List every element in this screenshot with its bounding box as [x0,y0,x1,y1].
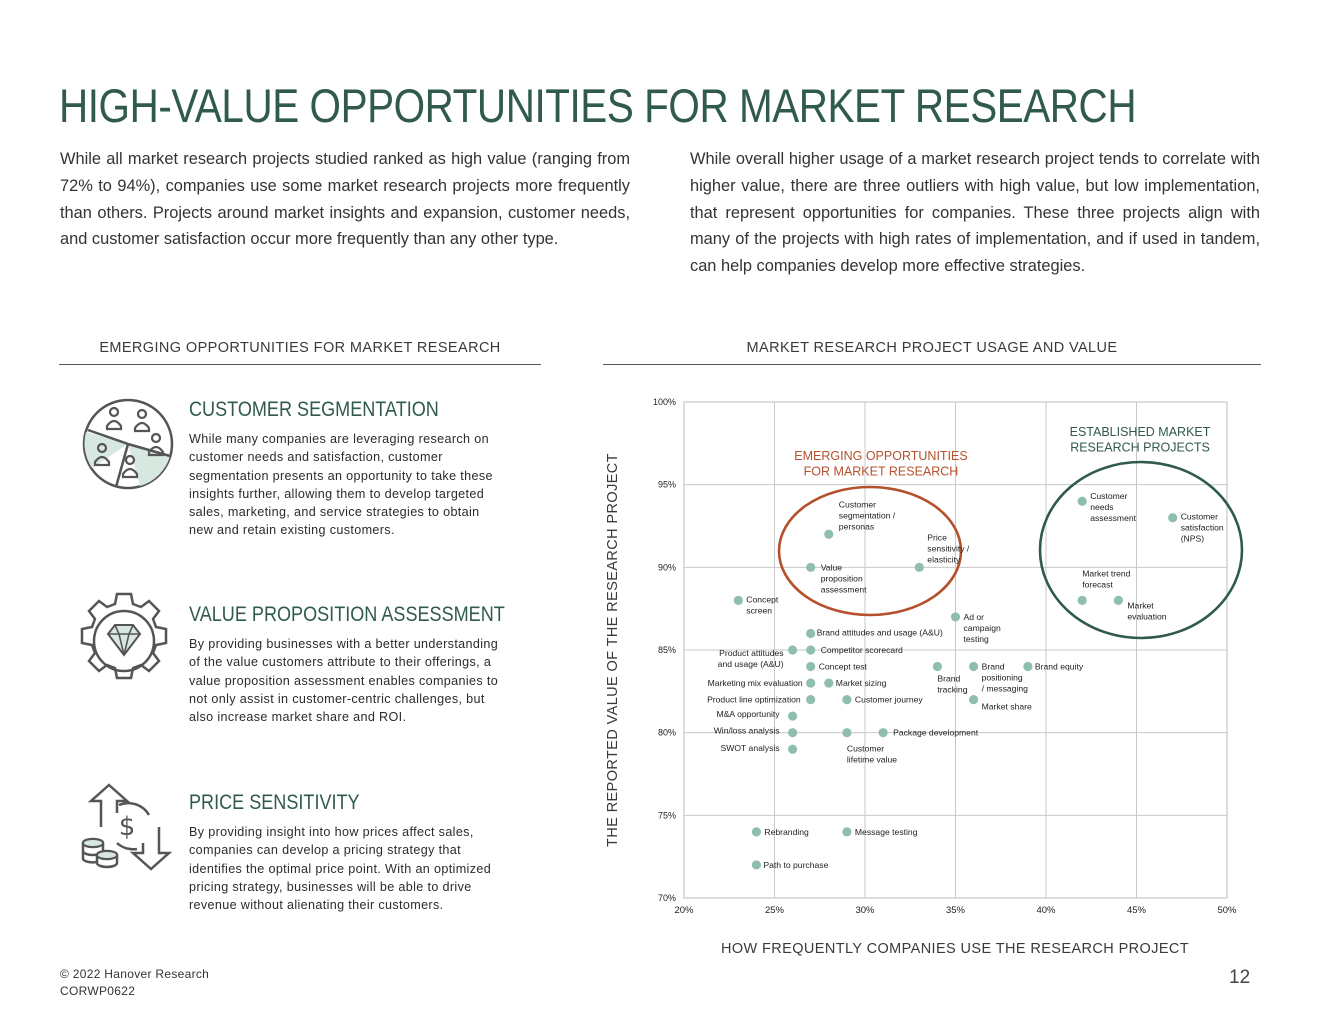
data-point-label-line: positioning [981,672,1023,683]
emerging-annotation-label [794,449,967,479]
data-point [788,745,797,754]
data-point-label-line: (NPS) [1180,533,1205,544]
data-point [824,678,833,687]
data-point [933,662,942,671]
data-point-label-line: Price [927,532,947,543]
data-point-label-line: Product attitudes [719,648,784,658]
usage-value-scatter-chart [600,385,1260,965]
price-sensitivity-text: By providing insight into how prices affect sales, companies can develop a pricing strategy that identifies the optimal price point. With an optimized pricing strategy, businesses will be able to drive revenue without alienating their customers. [189,825,492,913]
data-point-label-line: Customer journey [854,694,923,705]
annotation-line: ESTABLISHED MARKET [1069,425,1211,439]
price-sensitivity-block [189,791,519,914]
data-point-label-line: proposition [820,573,863,584]
data-point [969,662,978,671]
data-point [806,662,815,671]
chart-section-heading: MARKET RESEARCH PROJECT USAGE AND VALUE [603,339,1261,365]
data-point-label [1082,568,1130,589]
customer-segmentation-title: CUSTOMER SEGMENTATION [189,398,439,421]
page-number: 12 [1229,967,1251,988]
data-point-label [839,499,896,531]
x-tick-label: 30% [855,905,875,916]
data-point-label-line: Brand [981,661,1005,672]
data-point-label-line: Customer [1180,511,1218,522]
data-point-label-line: needs [1090,502,1114,513]
data-point [806,563,815,572]
x-axis-title: HOW FREQUENTLY COMPANIES USE THE RESEARCH PROJECT [720,941,1190,957]
emerging-opportunities-heading: EMERGING OPPORTUNITIES FOR MARKET RESEARCH [59,339,541,365]
copyright-text: © 2022 Hanover Research [60,967,210,981]
data-point-label-line: Win/loss analysis [713,725,780,736]
data-point [951,612,960,621]
data-point-label [937,674,967,695]
y-tick-label: 95% [657,479,676,490]
data-point [969,695,978,704]
x-tick-label: 35% [945,905,966,916]
price-sensitivity-title: PRICE SENSITIVITY [189,791,360,814]
data-point-label-line: Message testing [854,826,918,837]
data-point [915,563,924,572]
value-proposition-block [189,603,519,726]
data-point [734,596,743,605]
data-point-label [717,709,781,719]
data-point [788,645,797,654]
value-proposition-text: By providing businesses with a better understanding of the value customers attribute to their offerings, a value proposition assessment enables companies to not only assist in customer-centric challenges, but also increase market share and ROI. [189,637,499,725]
y-tick-label: 75% [657,810,676,821]
data-point-label [1090,491,1136,523]
data-point-label [1035,662,1084,672]
data-point-label [1181,512,1224,544]
data-point-label-line: screen [746,605,773,616]
established-annotation-label [1070,425,1211,455]
data-point-label-line: SWOT analysis [720,743,780,754]
data-point [1078,596,1087,605]
data-point-label [1127,600,1166,621]
y-tick-label: 100% [652,397,676,407]
y-tick-label: 80% [657,727,676,738]
data-point [824,530,833,539]
data-point-label-line: sensitivity / [927,543,970,554]
data-point-label-line: Path to purchase [763,859,829,870]
data-point-label-line: Brand [937,673,961,684]
data-point [788,712,797,721]
x-tick-label: 25% [764,905,785,916]
data-point-label-line: Customer [1090,491,1128,502]
data-point-label [763,860,828,870]
data-point-label-line: Value [820,562,843,573]
data-point-label [721,743,780,753]
intro-right-paragraph: While overall higher usage of a market research project tends to correlate with higher value, there are three outliers with high value, but low implementation, that represent opportunities for companies. These three projects align with many of the projects with high rates of implementation, and if used in tandem, can help companies develop more effective strategies. [690,150,1260,276]
data-point [806,695,815,704]
data-point [1168,513,1177,522]
data-point-label [714,726,780,736]
data-point [752,827,761,836]
page-title: HIGH-VALUE OPPORTUNITIES FOR MARKET RESEARCH [59,79,1137,132]
data-point-label [821,645,903,655]
data-point-label-line: satisfaction [1180,522,1224,533]
x-tick-label: 45% [1126,905,1147,916]
data-point-label [855,827,918,837]
data-point-label [927,532,970,564]
y-axis-title: THE REPORTED VALUE OF THE RESEARCH PROJECT [605,453,621,847]
data-point-label-line: segmentation / [838,510,896,521]
data-point-label-line: M&A opportunity [716,709,780,720]
intro-left-paragraph: While all market research projects studied ranked as high value (ranging from 72% to 94%), companies use some market research projects more frequently than others. Projects around market insights and expansion, customer needs, and customer satisfaction occur more frequently than any other type. [60,150,630,249]
data-point-label [819,662,868,672]
customer-segmentation-icon [80,396,176,492]
data-point [806,678,815,687]
data-point-label-line: Market sizing [835,678,887,689]
x-tick-label: 40% [1036,905,1056,916]
data-point-label-line: Market [1127,600,1154,611]
data-point-label-line: / messaging [981,683,1028,694]
data-point-label-line: personas [838,521,875,532]
data-point-label [817,627,943,637]
data-point-label [964,612,1001,644]
data-point-label-line: testing [963,633,989,644]
data-point [1023,662,1032,671]
value-proposition-title: VALUE PROPOSITION ASSESSMENT [189,603,505,626]
annotation-line: FOR MARKET RESEARCH [803,464,959,479]
price-cycle-icon [79,783,177,877]
x-tick-label: 20% [674,905,694,916]
document-code: CORWP0622 [60,984,136,998]
y-tick-label: 85% [657,645,676,655]
data-point-label-line: assessment [1090,513,1137,524]
data-point [806,629,815,638]
data-point [842,695,851,704]
data-point-label-line: Brand attitudes and usage (A&U) [816,627,943,638]
annotation-line: EMERGING OPPORTUNITIES [794,449,968,463]
data-point-label-line: campaign [963,622,1001,633]
data-point-label-line: evaluation [1127,611,1167,622]
data-point [788,728,797,737]
data-point-label-line: Concept test [818,661,867,672]
data-point [752,860,761,869]
data-point-label [893,728,979,738]
data-point [1078,497,1087,506]
data-point-label [982,662,1029,694]
data-point-label-line: Rebranding [764,826,809,837]
x-tick-label: 50% [1217,905,1237,916]
data-point-label-line: Competitor scorecard [820,645,903,655]
data-point-label [836,678,887,688]
data-point [1114,596,1123,605]
data-point-label [982,702,1032,712]
data-point-label [718,648,784,669]
data-point-label-line: Package development [893,727,979,738]
data-point-label-line: Brand equity [1034,661,1084,672]
data-point-label-line: forecast [1082,579,1113,590]
data-point-label-line: lifetime value [846,754,898,765]
data-point-label [708,678,803,688]
data-point [806,645,815,654]
data-point-label-line: elasticity [927,554,961,565]
data-point [879,728,888,737]
data-point [842,827,851,836]
data-point-label [847,744,897,765]
annotation-line: RESEARCH PROJECTS [1070,440,1210,455]
footer [60,966,209,1000]
data-point [842,728,851,737]
data-point-label-line: Product line optimization [707,694,801,705]
diamond-gear-icon [73,590,175,692]
data-point-label-line: and usage (A&U) [717,659,784,669]
svg-text:$: $ [118,812,136,842]
data-point-label-line: Ad or [963,611,985,622]
data-point-label-line: Customer [846,743,885,754]
data-point-label-line: assessment [820,584,867,595]
data-point-label-line: Market trend [1082,568,1131,579]
data-point-label-line: Market share [981,701,1032,712]
y-tick-label: 70% [657,893,676,903]
data-point-label [764,827,809,837]
data-point-label [707,695,801,705]
customer-segmentation-block [189,398,519,540]
data-point-label-line: Concept [746,594,779,605]
customer-segmentation-text: While many companies are leveraging research on customer needs and satisfaction, customer segmentation presents an opportunity to take these insights further, allowing them to develop targeted sales, marketing, and service strategies to obtain new and retain existing customers. [189,432,493,538]
y-tick-label: 90% [657,562,676,573]
data-point-label [855,695,924,705]
data-point-label-line: Marketing mix evaluation [707,678,803,689]
data-point-label-line: Customer [838,499,877,510]
data-point-label-line: tracking [937,684,968,695]
